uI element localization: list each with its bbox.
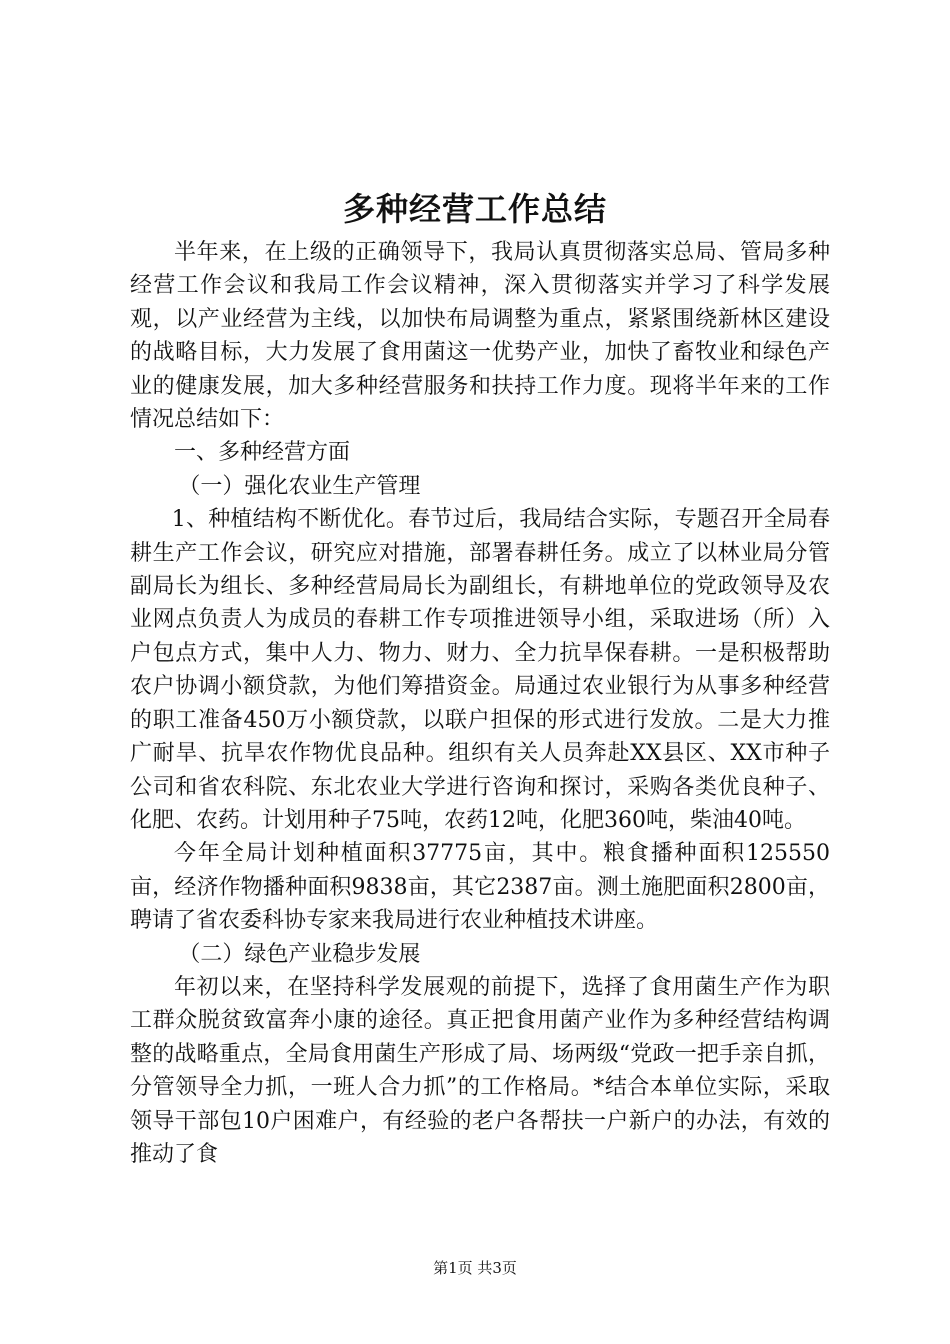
green-industry-paragraph: 年初以来，在坚持科学发展观的前提下，选择了食用菌生产作为职工群众脱贫致富奔小康的途径。真正把食用菌产业作为多种经营结构调整的战略重点，全局食用菌生产形成了局、场两级“党政一把手亲自抓，分管领导全力抓，一班人合力抓”的工作格局。*结合本单位实际，采取领导干部包10户困难户，有经验的老户各帮扶一户新户的办法，有效的推动了食: [130, 974, 830, 1167]
document-body: [130, 236, 830, 1171]
intro-paragraph: 半年来，在上级的正确领导下，我局认真贯彻落实总局、管局多种经营工作会议和我局工作会议精神，深入贯彻落实并学习了科学发展观，以产业经营为主线，以加快布局调整为重点，紧紧围绕新林区建设的战略目标，大力发展了食用菌这一优势产业，加快了畜牧业和绿色产业的健康发展，加大多种经营服务和扶持工作力度。现将半年来的工作情况总结如下：: [130, 240, 830, 433]
section-heading: 一、多种经营方面: [174, 440, 351, 466]
planting-structure-paragraph: 1、种植结构不断优化。春节过后，我局结合实际，专题召开全局春耕生产工作会议，研究应对措施，部署春耕任务。成立了以林业局分管副局长为组长、多种经营局局长为副组长，有耕地单位的党政领导及农业网点负责人为成员的春耕工作专项推进领导小组，采取进场（所）入户包点方式，集中人力、物力、财力、全力抗旱保春耕。一是积极帮助农户协调小额贷款，为他们筹措资金。局通过农业银行为从事多种经营的职工准备450万小额贷款，以联户担保的形式进行发放。二是大力推广耐旱、抗旱农作物优良品种。组织有关人员奔赴XX县区、XX市种子公司和省农科院、东北农业大学进行咨询和探讨，采购各类优良种子、化肥、农药。计划用种子75吨，农药12吨，化肥360吨，柴油40吨。: [130, 507, 830, 833]
planting-area-paragraph: 今年全局计划种植面积37775亩，其中。粮食播种面积125550亩，经济作物播种面积9838亩，其它2387亩。测土施肥面积2800亩，聘请了省农委科协专家来我局进行农业种植技术讲座。: [130, 841, 830, 934]
document-title: 多种经营工作总结: [342, 190, 607, 228]
subsection-heading: （一）强化农业生产管理: [178, 473, 421, 499]
subsection-heading: （二）绿色产业稳步发展: [178, 941, 421, 967]
page-number: 第1页 共3页: [433, 1259, 517, 1277]
